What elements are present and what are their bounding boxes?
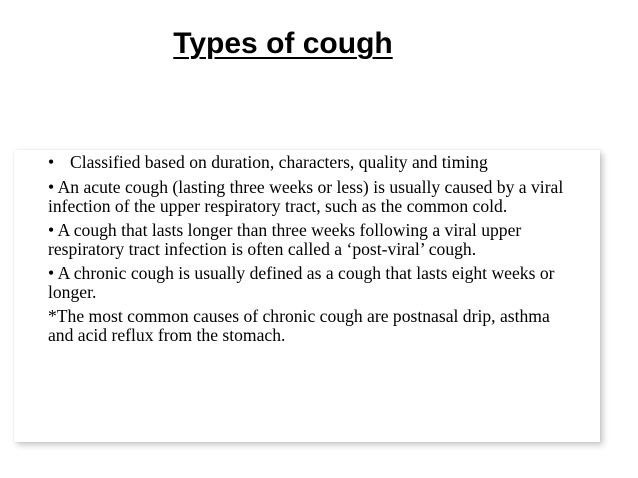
bullet-icon: • xyxy=(48,152,55,172)
bullet-chronic-cough: • A chronic cough is usually defined as a cough that lasts eight weeks or longer. xyxy=(48,262,555,302)
bullet-acute-cough: • An acute cough (lasting three weeks or less) is usually caused by a viral infection of the upper respiratory tract, such as the common cold. xyxy=(48,176,564,216)
slide-body xyxy=(48,153,576,350)
bullet-post-viral-cough: • A cough that lasts longer than three weeks following a viral upper respiratory tract infection is often called a ‘post-viral’ cough. xyxy=(48,219,522,259)
intro-line xyxy=(48,153,576,173)
note-common-causes: *The most common causes of chronic cough are postnasal drip, asthma and acid reflux from the stomach. xyxy=(48,305,550,345)
slide-title: Types of cough xyxy=(173,27,393,60)
intro-text: Classified based on duration, characters, quality and timing xyxy=(70,152,488,172)
